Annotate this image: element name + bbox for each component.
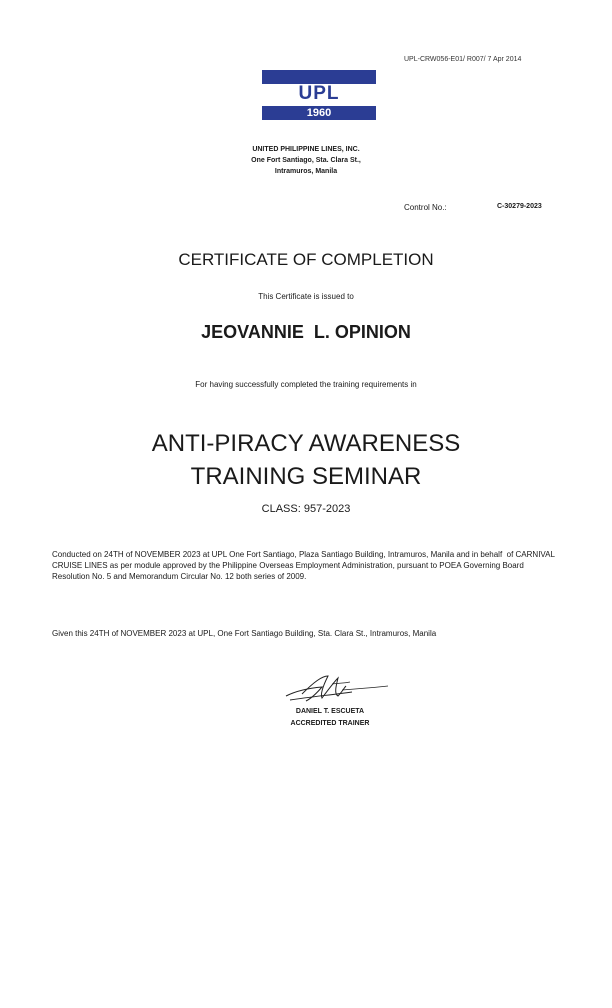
logo-word: UPL <box>298 83 340 104</box>
completion-text: For having successfully completed the training requirements in <box>195 380 417 389</box>
control-number: C-30279-2023 <box>497 203 542 210</box>
signatory-role: ACCREDITED TRAINER <box>290 720 370 727</box>
control-number-label: Control No.: <box>404 203 447 212</box>
signatory-block <box>230 706 430 730</box>
conducted-paragraph: Conducted on 24TH of NOVEMBER 2023 at UPL One Fort Santiago, Plaza Santiago Building, Intramuros, Manila and in behalf of CARNIVAL CRUISE LINES as per module approved by the Philippine Overseas Employment Administration, pursuant to POEA Governing Board Resolution No. 5 and Memorandum Circular No. 12 both series of 2009. <box>52 550 557 581</box>
given-paragraph: Given this 24TH of NOVEMBER 2023 at UPL, One Fort Santiago Building, Sta. Clara St., Intramuros, Manila <box>52 629 437 638</box>
course-title-line2: TRAINING SEMINAR <box>190 463 422 490</box>
signature-image <box>280 670 392 708</box>
signatory-name: DANIEL T. ESCUETA <box>295 708 365 715</box>
logo-year: 1960 <box>306 107 332 119</box>
company-address-line2: Intramuros, Manila <box>274 168 338 175</box>
upl-logo <box>262 70 376 120</box>
certificate-title: CERTIFICATE OF COMPLETION <box>178 250 434 269</box>
logo-top-bar <box>262 70 376 84</box>
recipient-name: JEOVANNIE L. OPINION <box>201 322 411 342</box>
company-name: UNITED PHILIPPINE LINES, INC. <box>252 146 360 153</box>
course-title-line1: ANTI-PIRACY AWARENESS <box>151 430 461 457</box>
course-title <box>0 427 612 493</box>
company-address-line1: One Fort Santiago, Sta. Clara St., <box>251 157 361 164</box>
class-number: CLASS: 957-2023 <box>261 503 351 515</box>
document-code: UPL-CRW056-E01/ R007/ 7 Apr 2014 <box>404 56 522 63</box>
company-block <box>206 144 406 177</box>
issued-to-text: This Certificate is issued to <box>258 292 354 301</box>
